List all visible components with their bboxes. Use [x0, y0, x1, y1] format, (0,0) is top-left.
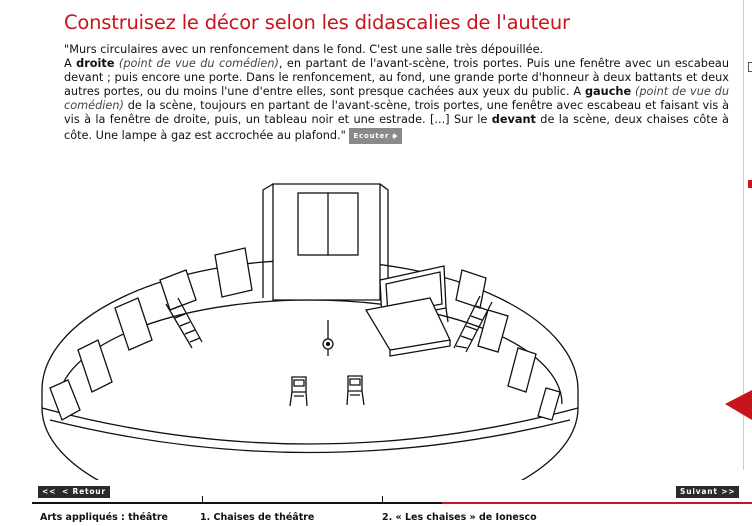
- keyword-gauche: gauche: [584, 85, 632, 99]
- side-marker: [748, 62, 752, 72]
- text-segment: , en partant de l'avant-scène, trois portes. Puis une fenêtre avec un escabeau devant ; puis encore une porte. Dans le renfoncement, au fond, une grande porte d'honneur à deux battants et deux autres portes, ou du moins l'une d'entre elles, sont presque cachées aux yeux du public. A: [64, 57, 729, 99]
- pov-note: (point de vue du comédien): [64, 85, 729, 113]
- breadcrumb-item-ionesco[interactable]: 2. « Les chaises » de Ionesco: [382, 512, 537, 523]
- next-button[interactable]: Suivant >>: [676, 486, 739, 498]
- listen-button[interactable]: Ecouter 🕪: [349, 128, 401, 144]
- stage-drawing[interactable]: [30, 180, 590, 480]
- text-segment: de la scène, toujours en partant de l'avant-scène, trois portes, une fenêtre avec escabeau et faisant vis à vis à la fenêtre de droite, puis, un tableau noir et une estrade. [...] Sur le: [64, 99, 729, 127]
- back-button[interactable]: < Retour: [58, 486, 110, 498]
- side-red-marker: [748, 180, 752, 188]
- breadcrumb-tick: [202, 496, 203, 504]
- page-title: Construisez le décor selon les didascalies de l'auteur: [64, 11, 570, 34]
- intro-text: "Murs circulaires avec un renfoncement dans le fond. C'est une salle très dépouillée.: [64, 43, 544, 56]
- stage-directions-text: [64, 43, 729, 144]
- keyword-devant: devant: [491, 113, 536, 127]
- progress-bar-remaining: [442, 502, 752, 504]
- text-segment: A: [64, 57, 77, 71]
- keyword-droite: droite: [76, 57, 115, 71]
- pov-note: (point de vue du comédien): [114, 57, 279, 71]
- breadcrumb-tick: [382, 496, 383, 504]
- first-page-button[interactable]: <<: [38, 486, 60, 498]
- text-segment: de la scène, deux chaises côte à côte. Une lampe à gaz est accrochée au plafond.": [64, 113, 729, 142]
- left-door-4: [215, 248, 252, 297]
- red-arrow-icon: [725, 390, 752, 420]
- breadcrumb-item-chaises[interactable]: 1. Chaises de théâtre: [200, 512, 315, 523]
- progress-bar-done: [32, 502, 442, 504]
- breadcrumb-item-arts[interactable]: Arts appliqués : théâtre: [40, 512, 168, 523]
